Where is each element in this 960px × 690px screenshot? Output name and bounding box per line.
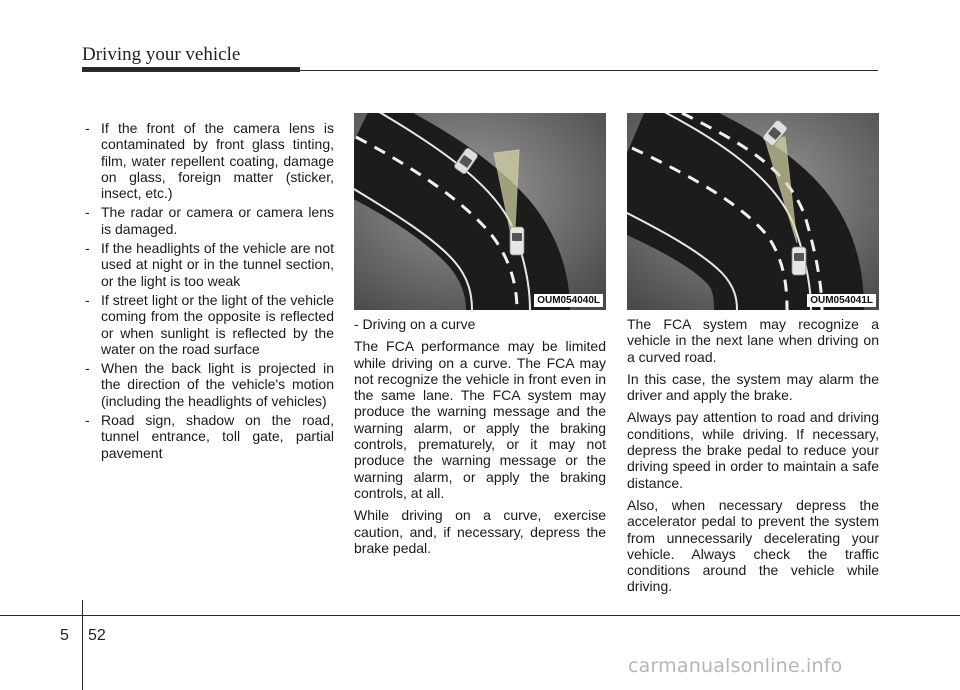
footer-horizontal-rule: [0, 615, 960, 616]
limitation-list: [82, 120, 334, 461]
footer-vertical-rule: [82, 600, 83, 690]
section-heading: - Driving on a curve: [354, 316, 476, 332]
header-rule-thick: [82, 67, 300, 72]
paragraph: In this case, the system may alarm the driver and apply the brake.: [627, 370, 879, 404]
page-header-title: Driving your vehicle: [82, 44, 241, 65]
dash-marker: -: [85, 120, 90, 136]
own-vehicle-icon: [792, 247, 806, 275]
list-item: - If street light or the light of the vehicle coming from the opposite is reflected or when sunlight is reflected by the water on the road surface: [85, 291, 334, 357]
dash-marker: -: [85, 204, 90, 221]
dash-marker: -: [85, 291, 90, 308]
figure-code-label: OUM054041L: [807, 294, 876, 307]
middle-column: [354, 316, 606, 562]
list-item: - If the headlights of the vehicle are not used at night or in the tunnel section, or the light is too weak: [85, 240, 334, 289]
chapter-number: 5: [60, 627, 69, 644]
list-item: - The radar or camera or camera lens is damaged.: [85, 204, 334, 237]
dash-marker: -: [85, 240, 90, 257]
curve-illustration: [354, 113, 606, 310]
list-item: - Road sign, shadow on the road, tunnel entrance, toll gate, partial pavement: [85, 412, 334, 461]
curve-illustration-adjacent: [627, 113, 879, 310]
watermark-text: carmanualsonline.info: [628, 655, 843, 677]
paragraph: Always pay attention to road and driving conditions, while driving. If necessary, depress the brake pedal to reduce your driving speed in order to maintain a safe distance.: [627, 409, 879, 491]
figure-curve-same-lane: [354, 113, 606, 310]
figure-code-label: OUM054040L: [534, 294, 603, 307]
paragraph: While driving on a curve, exercise caution, and, if necessary, depress the brake pedal.: [354, 507, 606, 556]
paragraph: The FCA performance may be limited while driving on a curve. The FCA may not recognize the vehicle in front even in the same lane. The FCA system may produce the warning message and the warning alarm, or apply the braking controls, prematurely, or it may not produce the warning message or the warning alarm, or apply the braking controls, at all.: [354, 338, 606, 501]
own-vehicle-icon: [510, 227, 524, 255]
paragraph: Also, when necessary depress the accelerator pedal to prevent the system from unnecessarily decelerating your vehicle. Always check the traffic conditions around the vehicle while driving.: [627, 496, 879, 595]
dash-marker: -: [85, 412, 90, 429]
figure-curve-adjacent-lane: [627, 113, 879, 310]
right-column: [627, 316, 879, 601]
paragraph: The FCA system may recognize a vehicle in the next lane when driving on a curved road.: [627, 316, 879, 365]
header-rule-thin: [300, 70, 878, 71]
list-item: - When the back light is projected in the direction of the vehicle's motion (including the headlights of vehicles): [85, 360, 334, 409]
left-column: [82, 120, 334, 464]
dash-marker: -: [85, 360, 90, 377]
list-item: - If the front of the camera lens is contaminated by front glass tinting, film, water repellent coating, damage on glass, foreign matter (sticker, insect, etc.): [85, 120, 334, 202]
page-number: 52: [88, 627, 106, 644]
